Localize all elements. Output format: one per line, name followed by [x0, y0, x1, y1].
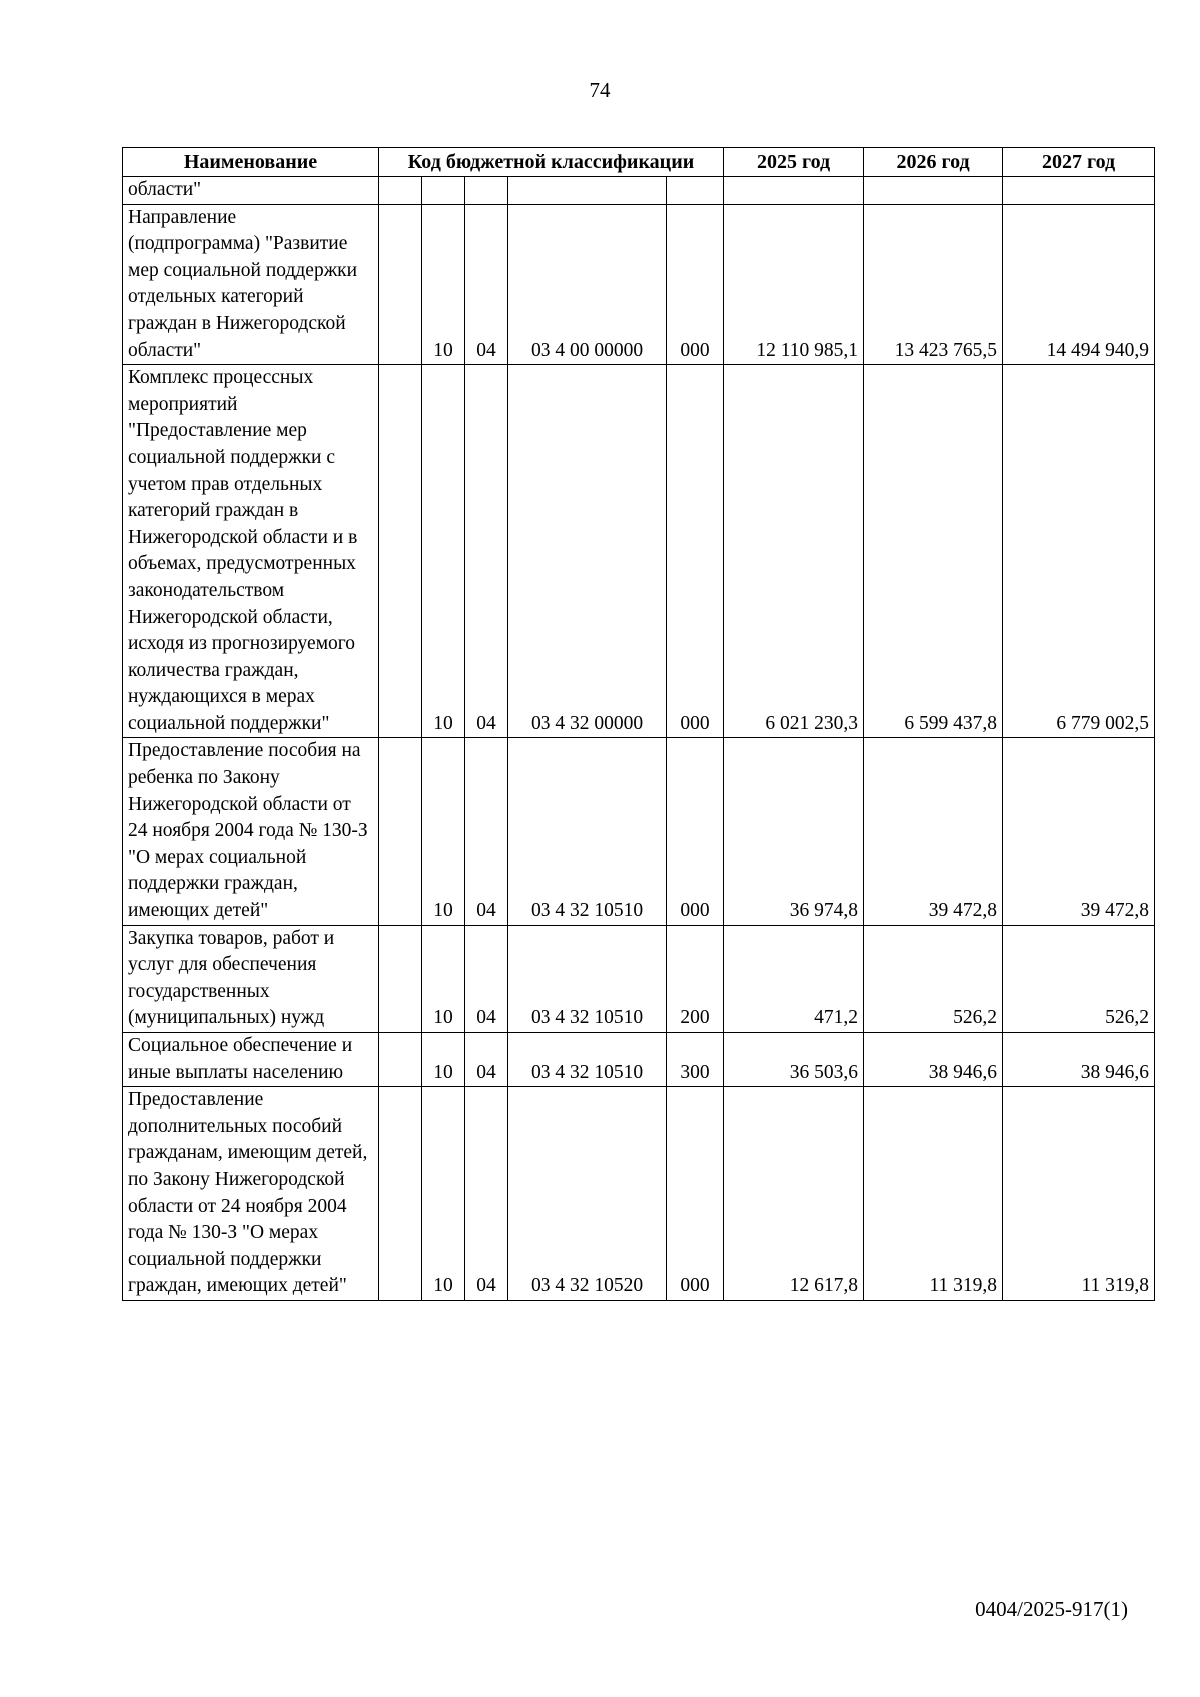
row-name: Предоставление дополнительных пособий гражданам, имеющим детей, по Закону Нижегородской области от 24 ноября 2004 года № 130-З "О мерах социальной поддержки граждан, имеющих детей" [123, 1087, 379, 1301]
value-2027: 14 494 940,9 [1003, 204, 1155, 365]
code-empty [379, 1087, 422, 1301]
header-2027: 2027 год [1003, 148, 1155, 177]
row-name: области" [123, 177, 379, 205]
code-subsection: 04 [465, 925, 508, 1032]
code-empty [379, 925, 422, 1032]
header-code: Код бюджетной классификации [379, 148, 724, 177]
value-2027: 526,2 [1003, 925, 1155, 1032]
code-section: 10 [422, 738, 465, 925]
value-2025: 6 021 230,3 [724, 365, 864, 738]
code-section [422, 177, 465, 205]
code-target-article: 03 4 32 10510 [508, 738, 667, 925]
code-section: 10 [422, 1087, 465, 1301]
value-2025: 12 617,8 [724, 1087, 864, 1301]
code-subsection: 04 [465, 738, 508, 925]
table-row [123, 1087, 1155, 1301]
value-2025: 36 503,6 [724, 1033, 864, 1087]
page-number: 74 [589, 78, 611, 102]
code-section: 10 [422, 1033, 465, 1087]
code-expense-type: 300 [667, 1033, 724, 1087]
code-target-article: 03 4 32 10520 [508, 1087, 667, 1301]
code-expense-type [667, 177, 724, 205]
value-2026: 39 472,8 [864, 738, 1003, 925]
table-row [123, 1033, 1155, 1087]
code-expense-type: 000 [667, 365, 724, 738]
table-body [123, 177, 1155, 1301]
header-name: Наименование [123, 148, 379, 177]
header-2025: 2025 год [724, 148, 864, 177]
row-name: Предоставление пособия на ребенка по Закону Нижегородской области от 24 ноября 2004 года № 130-З "О мерах социальной поддержки граждан, имеющих детей" [123, 738, 379, 925]
table-row [123, 204, 1155, 365]
row-name: Направление (подпрограмма) "Развитие мер социальной поддержки отдельных категорий граждан в Нижегородской области" [123, 204, 379, 365]
code-target-article: 03 4 32 10510 [508, 925, 667, 1032]
value-2027: 6 779 002,5 [1003, 365, 1155, 738]
code-empty [379, 365, 422, 738]
code-target-article: 03 4 32 10510 [508, 1033, 667, 1087]
code-target-article: 03 4 00 00000 [508, 204, 667, 365]
row-name: Социальное обеспечение и иные выплаты населению [123, 1033, 379, 1087]
value-2026: 38 946,6 [864, 1033, 1003, 1087]
code-subsection: 04 [465, 204, 508, 365]
code-target-article: 03 4 32 00000 [508, 365, 667, 738]
code-subsection: 04 [465, 365, 508, 738]
code-expense-type: 000 [667, 1087, 724, 1301]
table-row [123, 177, 1155, 205]
row-name: Комплекс процессных мероприятий "Предоставление мер социальной поддержки с учетом прав отдельных категорий граждан в Нижегородской области и в объемах, предусмотренных законодательством Нижегородской области, исходя из прогнозируемого количества граждан, нуждающихся в мерах социальной поддержки" [123, 365, 379, 738]
code-subsection: 04 [465, 1033, 508, 1087]
table-row [123, 738, 1155, 925]
value-2026: 11 319,8 [864, 1087, 1003, 1301]
code-empty [379, 738, 422, 925]
code-empty [379, 177, 422, 205]
value-2025 [724, 177, 864, 205]
code-section: 10 [422, 204, 465, 365]
value-2026: 13 423 765,5 [864, 204, 1003, 365]
value-2027: 38 946,6 [1003, 1033, 1155, 1087]
value-2026: 526,2 [864, 925, 1003, 1032]
header-2026: 2026 год [864, 148, 1003, 177]
code-section: 10 [422, 925, 465, 1032]
table-row [123, 925, 1155, 1032]
code-target-article [508, 177, 667, 205]
document-code: 0404/2025-917(1) [975, 1597, 1128, 1621]
code-section: 10 [422, 365, 465, 738]
value-2025: 36 974,8 [724, 738, 864, 925]
header-row [123, 148, 1155, 177]
value-2027: 11 319,8 [1003, 1087, 1155, 1301]
value-2025: 471,2 [724, 925, 864, 1032]
row-name: Закупка товаров, работ и услуг для обеспечения государственных (муниципальных) нужд [123, 925, 379, 1032]
code-subsection [465, 177, 508, 205]
value-2027: 39 472,8 [1003, 738, 1155, 925]
code-empty [379, 1033, 422, 1087]
code-expense-type: 000 [667, 738, 724, 925]
code-empty [379, 204, 422, 365]
code-subsection: 04 [465, 1087, 508, 1301]
table-row [123, 365, 1155, 738]
value-2026: 6 599 437,8 [864, 365, 1003, 738]
budget-table [122, 147, 1155, 1301]
code-expense-type: 000 [667, 204, 724, 365]
value-2026 [864, 177, 1003, 205]
value-2027 [1003, 177, 1155, 205]
value-2025: 12 110 985,1 [724, 204, 864, 365]
code-expense-type: 200 [667, 925, 724, 1032]
